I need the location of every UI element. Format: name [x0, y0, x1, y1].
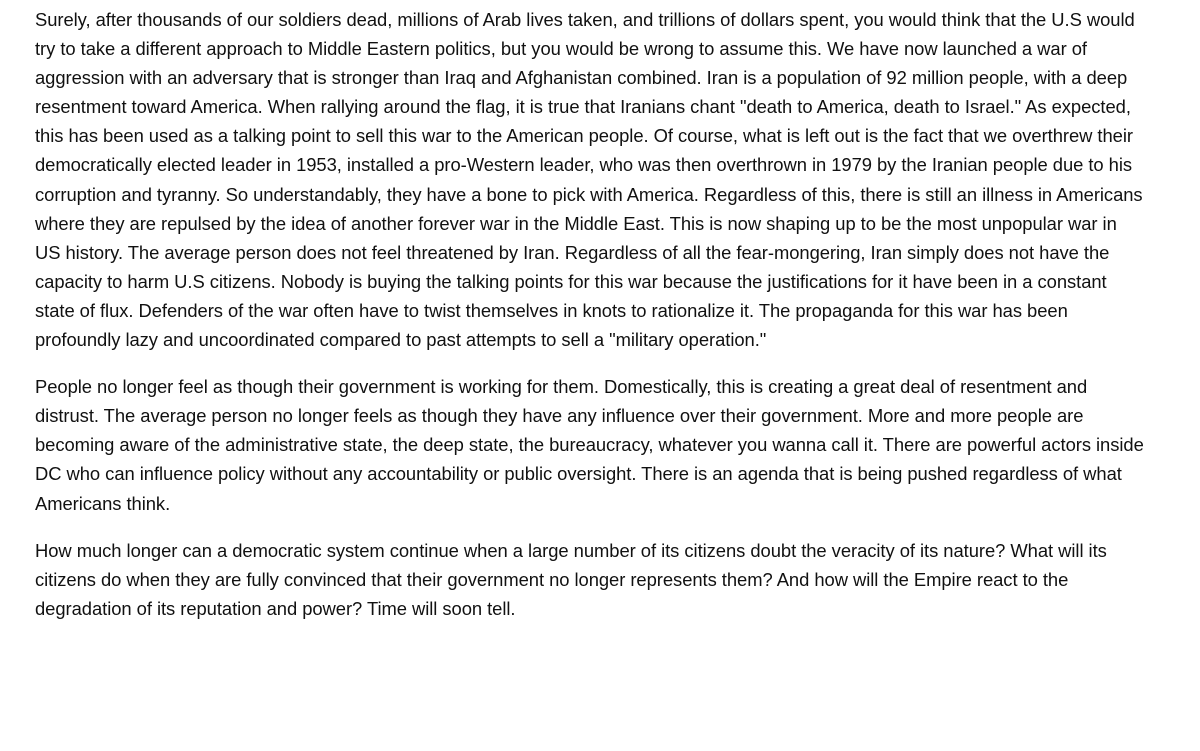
paragraph-1: Surely, after thousands of our soldiers dead, millions of Arab lives taken, and trillions of dollars spent, you would think that the U.S would try to take a different approach to Middle Eastern politics, but you would be wrong to assume this. We have now launched a war of aggression with an adversary that is stronger than Iraq and Afghanistan combined. Iran is a population of 92 million people, with a deep resentment toward America. When rallying around the flag, it is true that Iranians chant "death to America, death to Israel." As expected, this has been used as a talking point to sell this war to the American people. Of course, what is left out is the fact that we overthrew their democratically elected leader in 1953, installed a pro-Western leader, who was then overthrown in 1979 by the Iranian people due to his corruption and tyranny. So understandably, they have a bone to pick with America. Regardless of this, there is still an illness in Americans where they are repulsed by the idea of another forever war in the Middle East. This is now shaping up to be the most unpopular war in US history. The average person does not feel threatened by Iran. Regardless of all the fear-mongering, Iran simply does not have the capacity to harm U.S citizens. Nobody is buying the talking points for this war because the justifications for it have been in a constant state of flux. Defenders of the war often have to twist themselves in knots to rationalize it. The propaganda for this war has been profoundly lazy and uncoordinated compared to past attempts to sell a "military operation."	[35, 9, 1143, 351]
paragraph-2: People no longer feel as though their government is working for them. Domestically, this is creating a great deal of resentment and distrust. The average person no longer feels as though they have any influence over their government. More and more people are becoming aware of the administrative state, the deep state, the bureaucracy, whatever you wanna call it. There are powerful actors inside DC who can influence policy without any accountability or public oversight. There is an agenda that is being pushed regardless of what Americans think.	[35, 376, 1144, 514]
article-body	[35, 5, 1147, 623]
paragraph-3: How much longer can a democratic system continue when a large number of its citizens doubt the veracity of its nature? What will its citizens do when they are fully convinced that their government no longer represents them? And how will the Empire react to the degradation of its reputation and power? Time will soon tell.	[35, 539, 1107, 619]
